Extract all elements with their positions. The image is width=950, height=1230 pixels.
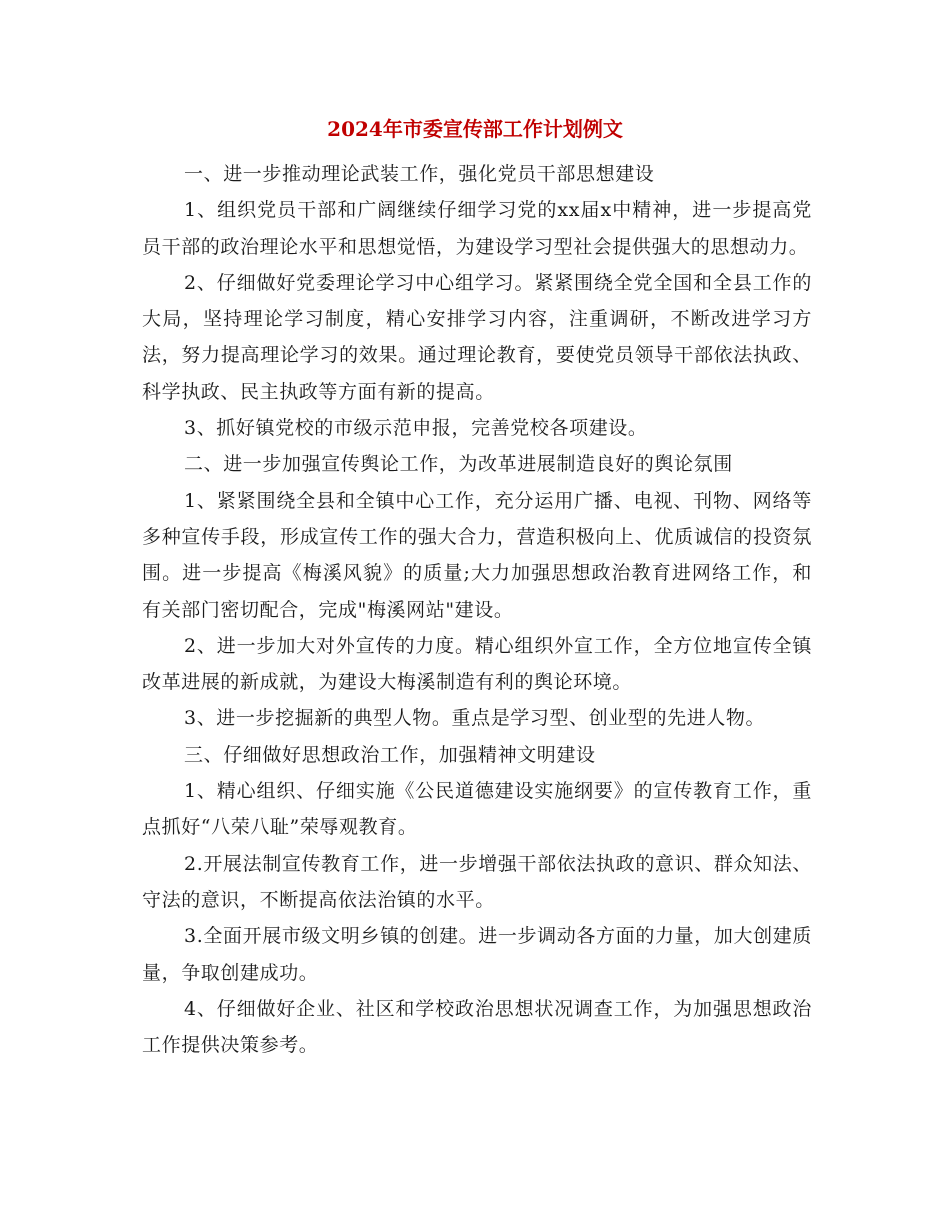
- section-heading-3: 三、仔细做好思想政治工作，加强精神文明建设: [184, 743, 596, 766]
- paragraph: 3、抓好镇党校的市级示范申报，完善党校各项建设。: [184, 417, 648, 440]
- paragraph: 2、进一步加大对外宣传的力度。精心组织外宣工作，全方位地宣传全镇改革进展的新成就，为建设大梅溪制造有利的舆论环境。: [142, 634, 812, 694]
- paragraph: 4、仔细做好企业、社区和学校政治思想状况调查工作，为加强思想政治工作提供决策参考。: [142, 997, 812, 1057]
- paragraph: 2、仔细做好党委理论学习中心组学习。紧紧围绕全党全国和全县工作的大局，坚持理论学习制度，精心安排学习内容，注重调研，不断改进学习方法，努力提高理论学习的效果。通过理论教育，要使党员领导干部依法执政、科学执政、民主执政等方面有新的提高。: [142, 271, 812, 403]
- paragraph: 3、进一步挖掘新的典型人物。重点是学习型、创业型的先进人物。: [184, 707, 766, 730]
- section-heading-2: 二、进一步加强宣传舆论工作，为改革进展制造良好的舆论氛围: [184, 453, 733, 476]
- section-heading-1: 一、进一步推动理论武装工作，强化党员干部思想建设: [184, 163, 655, 185]
- paragraph: 1、组织党员干部和广阔继续仔细学习党的xx届x中精神，进一步提高党员干部的政治理论水平和思想觉悟，为建设学习型社会提供强大的思想动力。: [142, 199, 812, 258]
- document-body: [142, 156, 812, 1063]
- paragraph: 1、精心组织、仔细实施《公民道德建设实施纲要》的宣传教育工作，重点抓好“八荣八耻”荣辱观教育。: [142, 780, 812, 839]
- paragraph: 3.全面开展市级文明乡镇的创建。进一步调动各方面的力量，加大创建质量，争取创建成功。: [142, 925, 812, 984]
- paragraph: 2.开展法制宣传教育工作，进一步增强干部依法执政的意识、群众知法、守法的意识，不断提高依法治镇的水平。: [142, 852, 812, 911]
- paragraph: 1、紧紧围绕全县和全镇中心工作，充分运用广播、电视、刊物、网络等多种宣传手段，形成宣传工作的强大合力，营造积极向上、优质诚信的投资氛围。进一步提高《梅溪风貌》的质量;大力加强思想政治教育进网络工作，和有关部门密切配合，完成"梅溪网站"建设。: [142, 489, 812, 621]
- document-title: 2024年市委宣传部工作计划例文: [327, 117, 623, 141]
